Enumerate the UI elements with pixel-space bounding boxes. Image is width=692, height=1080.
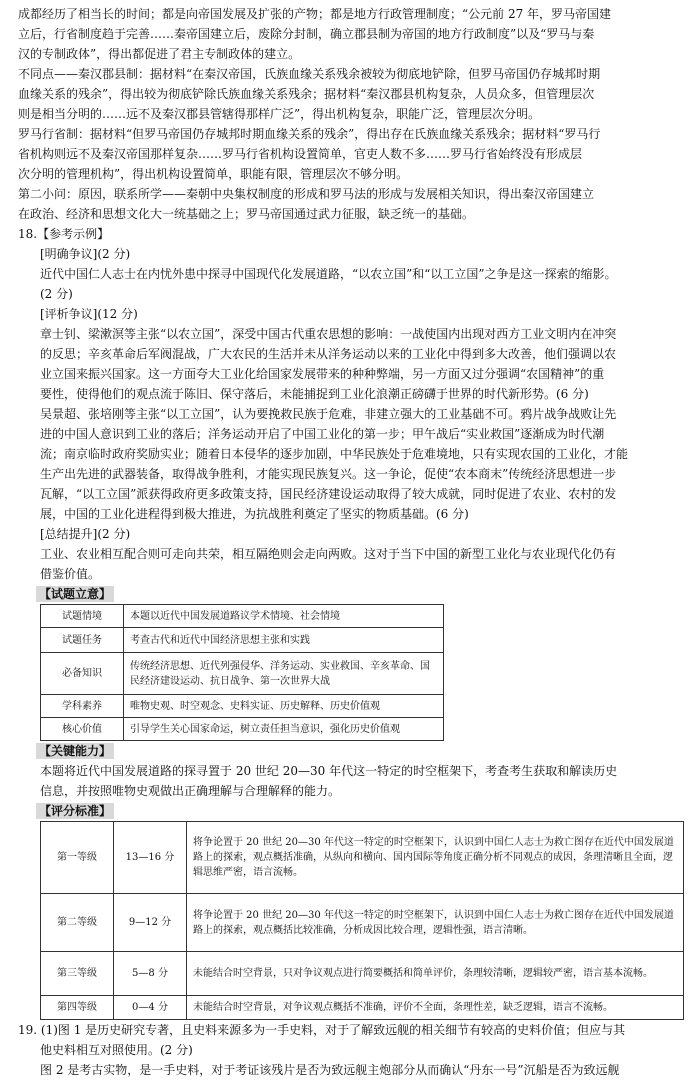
- intro-line: 罗马行省制：据材料“但罗马帝国仍存城邦时期血缘关系的残余”，得出存在氏族血缘关系残余；据材料“罗马行: [18, 127, 601, 141]
- grade-level: 第四等级: [41, 996, 114, 1020]
- table-row: [41, 996, 684, 1020]
- test-points-heading: 【试题立意】: [36, 586, 114, 602]
- analyze-text: 的反思；辛亥革命后军阀混战，广大农民的生活并未从洋务运动以来的工业化中得到多大改善，他们强调以农: [40, 347, 617, 361]
- table-row: [41, 894, 684, 952]
- analyze-label: [评析争议](12 分): [40, 307, 138, 321]
- analyze-text: 生产出先进的武器装备，取得战争胜利，才能实现民族复兴。这一争论，促使“农本商末”传统经济思想进一步: [40, 467, 617, 481]
- ability-text: 本题将近代中国发展道路的探寻置于 20 世纪 20—30 年代这一特定的时空框架下，考查考生获取和解读历史: [40, 764, 618, 778]
- row-key: 学科素养: [41, 695, 124, 718]
- grade-level: 第二等级: [41, 894, 114, 952]
- ability-heading: 【关键能力】: [36, 743, 114, 759]
- table-row: [41, 952, 684, 996]
- test-points-table: [40, 604, 444, 741]
- question-19: [18, 1020, 684, 1080]
- question-19-line: 图 2 是考古实物，是一手史料，对于考证该残片是否为致远舰主炮部分从而确认“丹东一号”沉船是否为致远舰: [40, 1063, 620, 1077]
- analyze-text: 章士钊、梁漱溟等主张“以农立国”，深受中国古代重农思想的影响：一战使国内出现对西方工业文明内在冲突: [40, 327, 617, 341]
- intro-line: 血缘关系的残余”，得出较为彻底铲除氏族血缘关系残余；据材料“秦汉郡县机构复杂，人员众多，但管理层次: [18, 87, 595, 101]
- intro-line: 不同点——秦汉郡县制：据材料“在秦汉帝国，氏族血缘关系残余被较为彻底地铲除，但罗马帝国仍存城邦时期: [18, 67, 601, 81]
- table-row: [41, 718, 444, 741]
- row-value: 本题以近代中国发展道路议学术情境、社会情境: [124, 605, 444, 628]
- intro-section: [18, 4, 684, 224]
- grade-description: 将争论置于 20 世纪 20—30 年代这一特定的时空框架下，认识到中国仁人志士为救亡图存在近代中国发展道路上的探索，观点概括比较准确，分析成因比较合理，逻辑性强，语言清晰。: [187, 894, 684, 952]
- intro-line: 成都经历了相当长的时间；都是向帝国发展及扩张的产物；都是地方行政管理制度；“公元前 27 年，罗马帝国建: [18, 7, 612, 21]
- row-value: 唯物史观、时空观念、史料实证、历史解释、历史价值观: [124, 695, 444, 718]
- analyze-text: 展，中国的工业化进程得到极大推进，为抗战胜利奠定了坚实的物质基础。(6 分): [40, 507, 469, 521]
- test-points-section: [18, 584, 684, 741]
- grade-score: 9—12 分: [114, 894, 187, 952]
- analyze-text: 瓦解，“以工立国”派获得政府更多政策支持，国民经济建设运动取得了较大成就，同时促进了农业、农村的发: [40, 487, 617, 501]
- row-key: 核心价值: [41, 718, 124, 741]
- row-key: 试题任务: [41, 628, 124, 653]
- question-19-line: 他史料相互对照使用。(2 分): [40, 1043, 193, 1057]
- row-value: 考查古代和近代中国经济思想主张和实践: [124, 628, 444, 653]
- summary-text: 借鉴价值。: [40, 567, 101, 581]
- intro-line: 则是相当分明的……远不及秦汉郡县管辖得那样广泛”，得出机构复杂，职能广泛，管理层次分明。: [18, 107, 541, 121]
- question-19-line: 19. (1)图 1 是历史研究专著，且史料来源多为一手史料，对于了解致远舰的相关细节有较高的史料价值；但应与其: [18, 1023, 626, 1037]
- clarify-label: [明确争议](2 分): [40, 247, 131, 261]
- grade-level: 第三等级: [41, 952, 114, 996]
- clarify-text: 近代中国仁人志士在内忧外患中探寻中国现代化发展道路，“以农立国”和“以工立国”之争是这一探索的缩影。: [40, 267, 617, 281]
- intro-line: 立后，行省制度趋于完善……秦帝国建立后，废除分封制，确立郡县制为帝国的地方行政制度”以及“罗马与秦: [18, 27, 595, 41]
- analyze-text: 进的中国人意识到工业的落后；洋务运动开启了中国工业化的第一步；甲午战后“实业救国”逐渐成为时代潮: [40, 427, 605, 441]
- reference-label: 【参考示例】: [37, 227, 110, 241]
- question-18-heading: [18, 224, 684, 244]
- table-row: [41, 605, 444, 628]
- grading-section: [18, 801, 684, 1020]
- grade-description: 将争论置于 20 世纪 20—30 年代这一特定的时空框架下，认识到中国仁人志士为救亡图存在近代中国发展道路上的探索，观点概括准确，从纵向和横向、国内国际等角度正确分析不同观点的成因，条理清晰且全面，逻辑思维严密，语言流畅。: [187, 822, 684, 894]
- grade-score: 13—16 分: [114, 822, 187, 894]
- row-key: 试题情境: [41, 605, 124, 628]
- table-row: [41, 653, 444, 695]
- analyze-text: 流；南京临时政府奖励实业；随着日本侵华的逐步加剧，中华民族处于危难境地，只有实现农国的工业化，才能: [40, 447, 629, 461]
- clarify-text: (2 分): [40, 287, 73, 301]
- grading-table: [40, 821, 684, 1020]
- grade-description: 未能结合时空背景，对争议观点概括不准确，评价不全面，条理性差，缺乏逻辑，语言不流畅。: [187, 996, 684, 1020]
- answer-page: [18, 4, 684, 1080]
- grade-score: 0—4 分: [114, 996, 187, 1020]
- table-row: [41, 822, 684, 894]
- table-row: [41, 695, 444, 718]
- table-row: [41, 628, 444, 653]
- intro-line: 在政治、经济和思想文化大一统基础之上；罗马帝国通过武力征服，缺乏统一的基础。: [18, 207, 475, 221]
- row-key: 必备知识: [41, 653, 124, 695]
- row-value: 传统经济思想、近代列强侵华、洋务运动、实业救国、辛亥革命、国民经济建设运动、抗日战争、第一次世界大战: [124, 653, 444, 695]
- ability-section: [18, 741, 684, 801]
- question-number: 18.: [18, 227, 38, 241]
- intro-line: 第二小问：原因，联系所学——秦朝中央集权制度的形成和罗马法的形成与发展相关知识，得出秦汉帝国建立: [18, 187, 595, 201]
- intro-line: 省机构则远不及秦汉帝国那样复杂……罗马行省机构设置简单，官吏人数不多……罗马行省始终没有形成层: [18, 147, 583, 161]
- row-value: 引导学生关心国家命运，树立责任担当意识，强化历史价值观: [124, 718, 444, 741]
- intro-line: 汉的专制政体”，得出都促进了君主专制政体的建立。: [18, 47, 301, 61]
- grade-level: 第一等级: [41, 822, 114, 894]
- summary-text: 工业、农业相互配合则可走向共荣，相互隔绝则会走向两败。这对于当下中国的新型工业化与农业现代化仍有: [40, 547, 617, 561]
- intro-line: 次分明的管理机构”，得出机构设置简单，职能有限，管理层次不够分明。: [18, 167, 409, 181]
- question-18: [18, 224, 684, 584]
- grading-heading: 【评分标准】: [36, 803, 114, 819]
- ability-text: 信息，并按照唯物史观做出正确理解与合理解释的能力。: [40, 784, 341, 798]
- analyze-text: 吴景超、张培刚等主张“以工立国”，认为要挽救民族于危难，非建立强大的工业基础不可。鸦片战争战败让先: [40, 407, 617, 421]
- analyze-text: 要性，使得他们的观点流于陈旧、保守落后，未能捕捉到工业化浪潮正磅礴于世界的时代新形势。(6 分): [40, 387, 589, 401]
- analyze-text: 业立国来振兴国家。这一方面夸大工业化给国家发展带来的种种弊端，另一方面又过分强调“农国精神”的重: [40, 367, 605, 381]
- summary-label: [总结提升](2 分): [40, 527, 131, 541]
- grade-score: 5—8 分: [114, 952, 187, 996]
- grade-description: 未能结合时空背景，只对争议观点进行简要概括和简单评价，条理较清晰，逻辑较严密，语言基本流畅。: [187, 952, 684, 996]
